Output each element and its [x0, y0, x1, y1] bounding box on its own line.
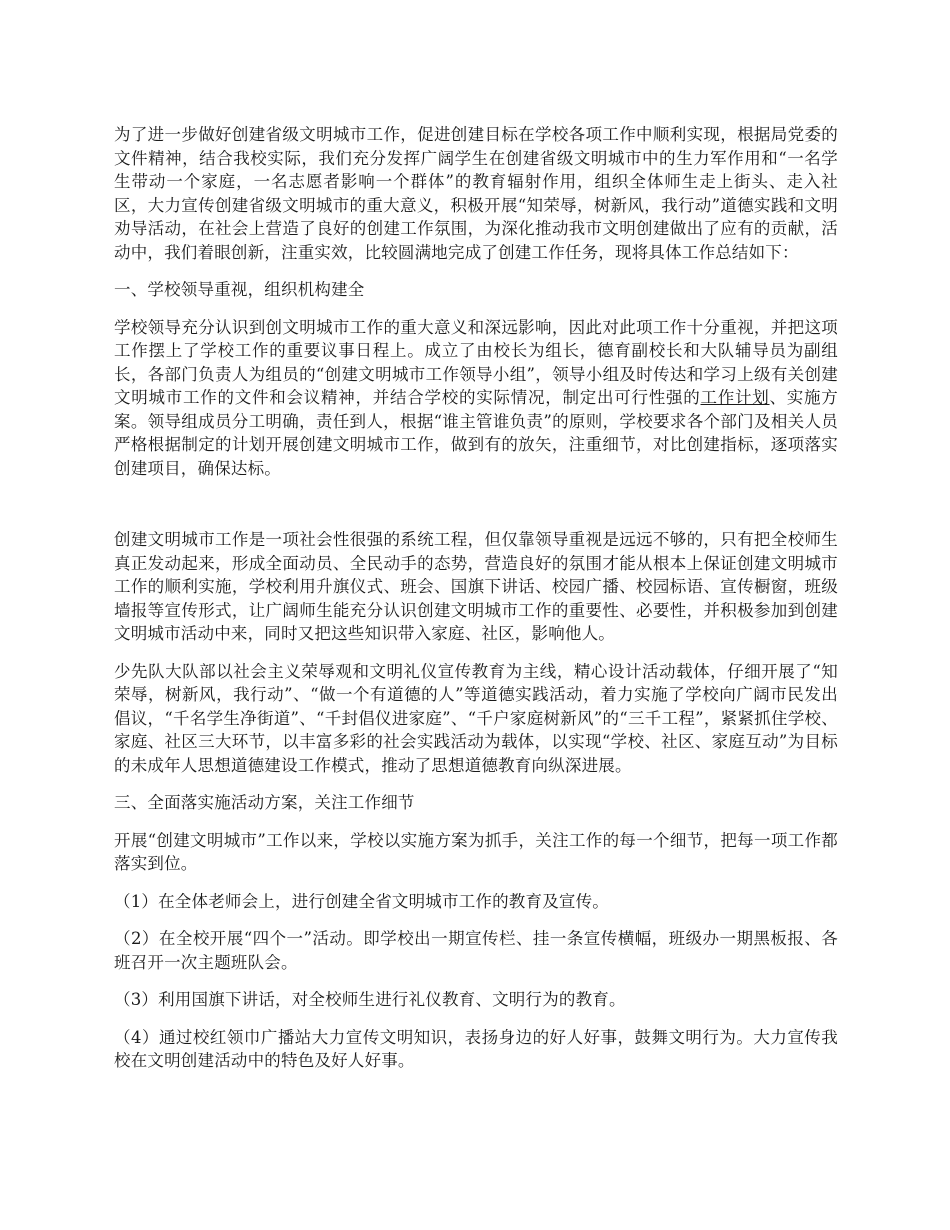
section-1-text-end: 、实施方案。领导组成员分工明确，责任到人，根据“谁主管谁负责”的原则，学校要求各个部门及相关人员严格根据制定的计划开展创建文明城市工作，做到有的放矢，注重细节，对比创建指标，逐项落实创建项目，确保达标。 [114, 388, 838, 478]
work-plan-link[interactable]: 工作计划 [700, 388, 770, 407]
section-3-paragraph-1: 开展“创建文明城市”工作以来，学校以实施方案为抓手，关注工作的每一个细节，把每一项工作都落实到位。 [114, 830, 838, 873]
section-heading-3: 三、全面落实施活动方案，关注工作细节 [114, 793, 415, 812]
intro-paragraph: 为了进一步做好创建省级文明城市工作，促进创建目标在学校各项工作中顺利实现，根据局党委的文件精神，结合我校实际，我们充分发挥广阔学生在创建省级文明城市中的生力军作用和“一名学生带动一个家庭，一名志愿者影响一个群体”的教育辐射作用，组织全体师生走上街头、走入社区，大力宣传创建省级文明城市的重大意义，积极开展“知荣辱，树新风，我行动”道德实践和文明劝导活动，在社会上营造了良好的创建工作氛围，为深化推动我市文明创建做出了应有的贡献，活动中，我们着眼创新，注重实效，比较圆满地完成了创建工作任务，现将具体工作总结如下： [114, 125, 838, 262]
section-2-paragraph-1: 创建文明城市工作是一项社会性很强的系统工程，但仅靠领导重视是远远不够的，只有把全校师生真正发动起来，形成全面动员、全民动手的态势，营造良好的氛围才能从根本上保证创建文明城市工作的顺利实施，学校利用升旗仪式、班会、国旗下讲话、校园广播、校园标语、宣传橱窗，班级墙报等宣传形式，让广阔师生能充分认识创建文明城市工作的重要性、必要性，并积极参加到创建文明城市活动中来，同时又把这些知识带入家庭、社区，影响他人。 [114, 530, 838, 643]
section-2-paragraph-2: 少先队大队部以社会主义荣辱观和文明礼仪宣传教育为主线，精心设计活动载体，仔细开展了“知荣辱，树新风，我行动”、“做一个有道德的人”等道德实践活动，着力实施了学校向广阔市民发出倡议，“千名学生净街道”、“千封倡仪进家庭”、“千户家庭树新风”的“三千工程”，紧紧抓住学校、家庭、社区三大环节，以丰富多彩的社会实践活动为载体，以实现“学校、社区、家庭互动”为目标的未成年人思想道德建设工作模式，推动了思想道德教育向纵深进展。 [114, 661, 838, 775]
section-1-text-start: 学校领导充分认识到创文明城市工作的重大意义和深远影响，因此对此项工作十分重视，并把这项工作摆上了学校工作的重要议事日程上。成立了由校长为组长，德育副校长和大队辅导员为副组长，各部门负责人为组员的“创建文明城市工作领导小组”，领导小组及时传达和学习上级有关创建文明城市工作的文件和会议精神，并结合学校的实际情况，制定出可行性强的 [114, 317, 838, 407]
list-item-4: （4）通过校红领巾广播站大力宣传文明知识，表扬身边的好人好事，鼓舞文明行为。大力宣传我校在文明创建活动中的特色及好人好事。 [114, 1027, 838, 1070]
section-heading-1: 一、学校领导重视，组织机构建全 [114, 280, 365, 299]
list-item-2: （2）在全校开展“四个一”活动。即学校出一期宣传栏、挂一条宣传横幅，班级办一期黑板报、各班召开一次主题班队会。 [114, 929, 838, 972]
list-item-1: （1）在全体老师会上，进行创建全省文明城市工作的教育及宣传。 [114, 891, 609, 911]
list-item-3: （3）利用国旗下讲话，对全校师生进行礼仪教育、文明行为的教育。 [114, 990, 626, 1009]
section-1-paragraph [114, 316, 838, 481]
document-page [114, 123, 838, 1073]
